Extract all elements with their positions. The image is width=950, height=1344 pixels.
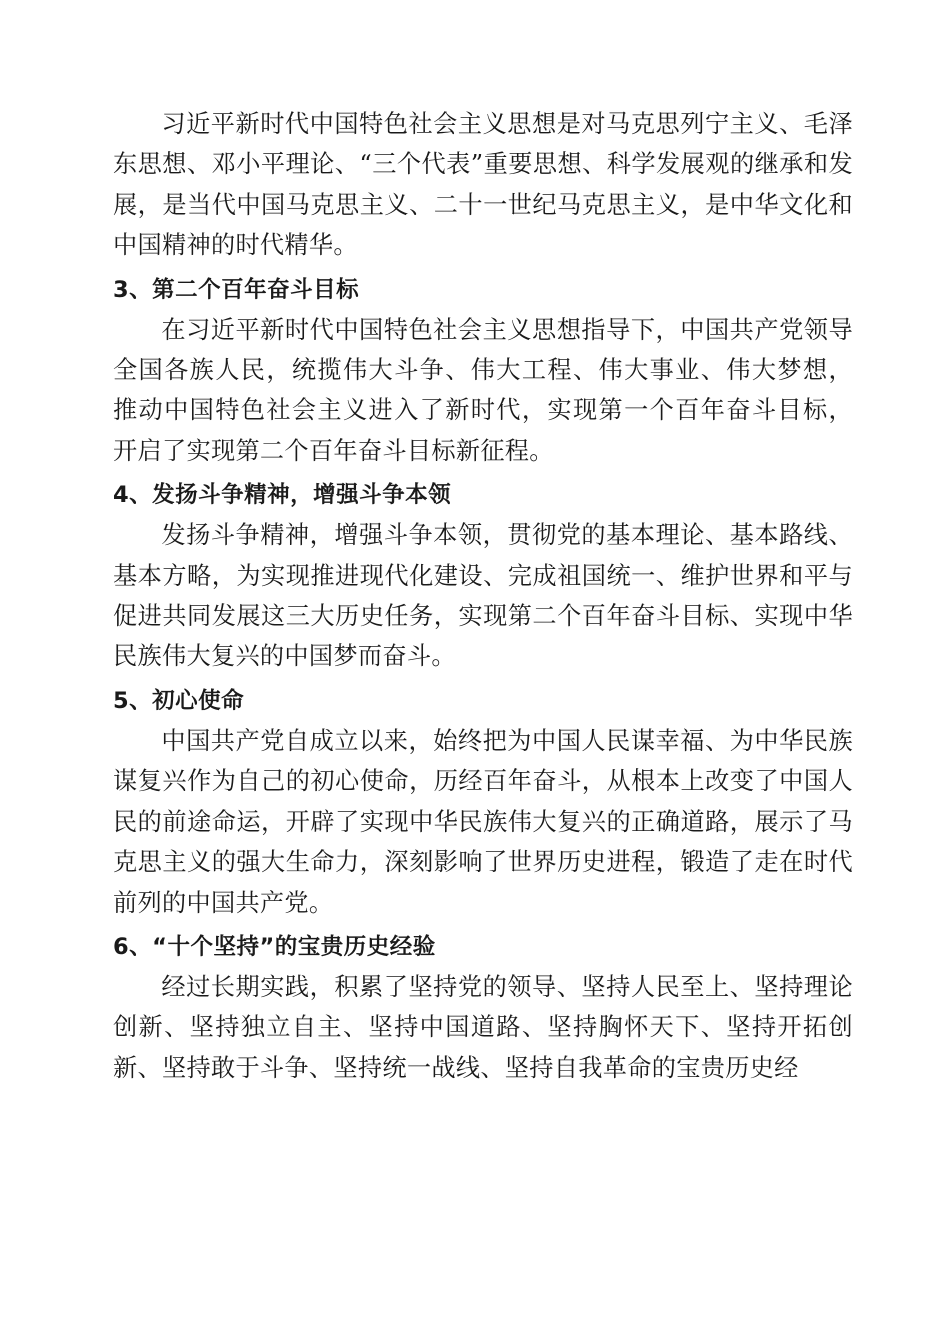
- paragraph-xi-thought: 习近平新时代中国特色社会主义思想是对马克思列宁主义、毛泽东思想、邓小平理论、“三个代表”重要思想、科学发展观的继承和发展，是当代中国马克思主义、二十一世纪马克思主义，是中华文化和中国精神的时代精华。: [113, 110, 853, 260]
- paragraph-second-centenary-goal: 在习近平新时代中国特色社会主义思想指导下，中国共产党领导全国各族人民，统揽伟大斗争、伟大工程、伟大事业、伟大梦想， 推动中国特色社会主义进入了新时代，实现第一个百年奋斗目标， 开启了实现第二个百年奋斗目标新征程。: [113, 315, 853, 465]
- heading-ten-persistences: 6、“十个坚持”的宝贵历史经验: [113, 933, 436, 960]
- heading-fighting-spirit: 4、发扬斗争精神，增强斗争本领: [113, 482, 452, 509]
- document-body: [113, 104, 853, 1088]
- paragraph-ten-persistences: 经过长期实践，积累了坚持党的领导、坚持人民至上、坚持理论创新、坚持独立自主、坚持中国道路、坚持胸怀天下、坚持开拓创新、坚持敢于斗争、坚持统一战线、坚持自我革命的宝贵历史经: [113, 972, 853, 1082]
- heading-second-centenary-goal: 3、第二个百年奋斗目标: [113, 276, 360, 303]
- paragraph-original-mission: 中国共产党自成立以来，始终把为中国人民谋幸福、为中华民族谋复兴作为自己的初心使命，历经百年奋斗，从根本上改变了中国人民的前途命运，开辟了实现中华民族伟大复兴的正确道路，展示了马克思主义的强大生命力，深刻影响了世界历史进程，锻造了走在时代前列的中国共产党。: [113, 726, 853, 917]
- paragraph-fighting-spirit: 发扬斗争精神，增强斗争本领，贯彻党的基本理论、基本路线、基本方略，为实现推进现代化建设、完成祖国统一、维护世界和平与促进共同发展这三大历史任务，实现第二个百年奋斗目标、实现中华民族伟大复兴的中国梦而奋斗。: [113, 521, 853, 671]
- heading-original-mission: 5、初心使命: [113, 687, 245, 714]
